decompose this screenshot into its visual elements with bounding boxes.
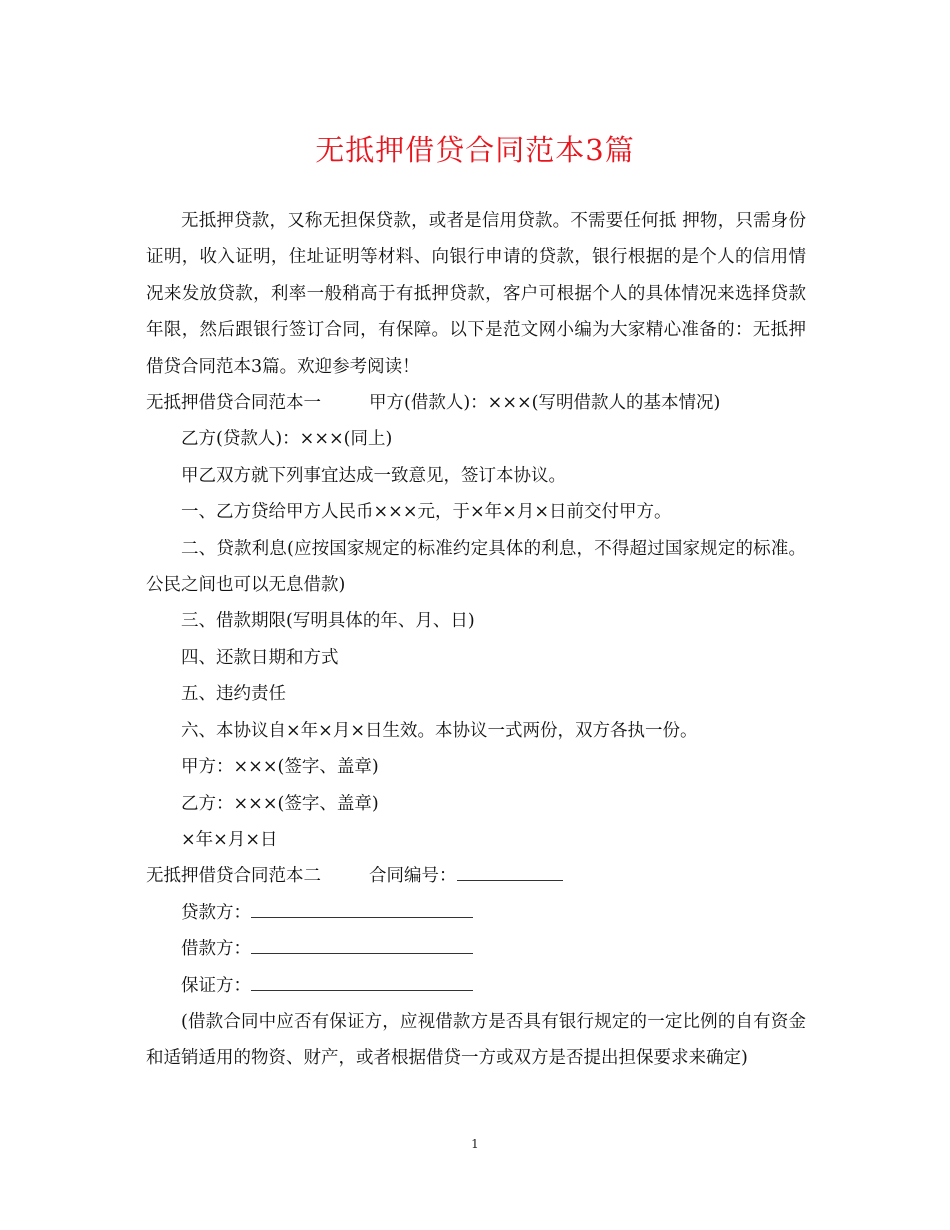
signature-b: 乙方：×××(签字、盖章) [181,793,379,814]
section1-heading: 无抵押借贷合同范本一 [146,393,321,414]
agreement-line: 甲乙双方就下列事宜达成一致意见，签订本协议。 [181,465,566,486]
borrower-line [146,931,806,967]
guarantor-line [146,968,806,1004]
party-b: 乙方(贷款人)：×××(同上) [181,429,393,450]
guarantor-note: (借款合同中应否有保证方，应视借款方是否具有银行规定的一定比例的自有资金和适销适用的物资、财产，或者根据借贷一方或双方是否提出担保要求来确定) [146,1011,806,1069]
clause-5: 五、违约责任 [181,684,286,705]
borrower-field[interactable] [251,935,473,954]
sign-date: ×年×月×日 [181,829,278,850]
document-body [146,203,806,1077]
document-title: 无抵押借贷合同范本3篇 [315,133,635,167]
contract-number-field[interactable] [457,862,563,881]
clause-1: 一、乙方贷给甲方人民币×××元，于×年×月×日前交付甲方。 [181,502,672,523]
clause-3: 三、借款期限(写明具体的年、月、日) [181,611,475,632]
clause-2: 二、贷款利息(应按国家规定的标准约定具体的利息，不得超过国家规定的标准。公民之间也可以无息借款) [146,538,806,596]
borrower-label: 借款方： [181,939,251,960]
section2-heading-line [146,858,806,894]
guarantor-label: 保证方： [181,975,251,996]
contract-number-label: 合同编号： [369,866,457,887]
guarantor-field[interactable] [251,971,473,990]
lender-field[interactable] [251,898,473,917]
intro-paragraph: 无抵押贷款，又称无担保贷款，或者是信用贷款。不需要任何抵 押物，只需身份证明，收入证明，住址证明等材料、向银行申请的贷款，银行根据的是个人的信用情况来发放贷款，利率一般稍高于有抵押贷款，客户可根据个人的具体情况来选择贷款年限，然后跟银行签订合同，有保障。以下是范文网小编为大家精心准备的：无抵押借贷合同范本3篇。欢迎参考阅读！ [146,211,806,377]
clause-6: 六、本协议自×年×月×日生效。本协议一式两份，双方各执一份。 [181,720,698,741]
lender-label: 贷款方： [181,902,251,923]
party-a: 甲方(借款人)：×××(写明借款人的基本情况) [369,393,721,414]
section2-heading: 无抵押借贷合同范本二 [146,866,321,887]
signature-a: 甲方：×××(签字、盖章) [181,757,379,778]
page-number: 1 [471,1137,479,1151]
section1-heading-line [146,385,806,421]
lender-line [146,895,806,931]
clause-4: 四、还款日期和方式 [181,647,339,668]
